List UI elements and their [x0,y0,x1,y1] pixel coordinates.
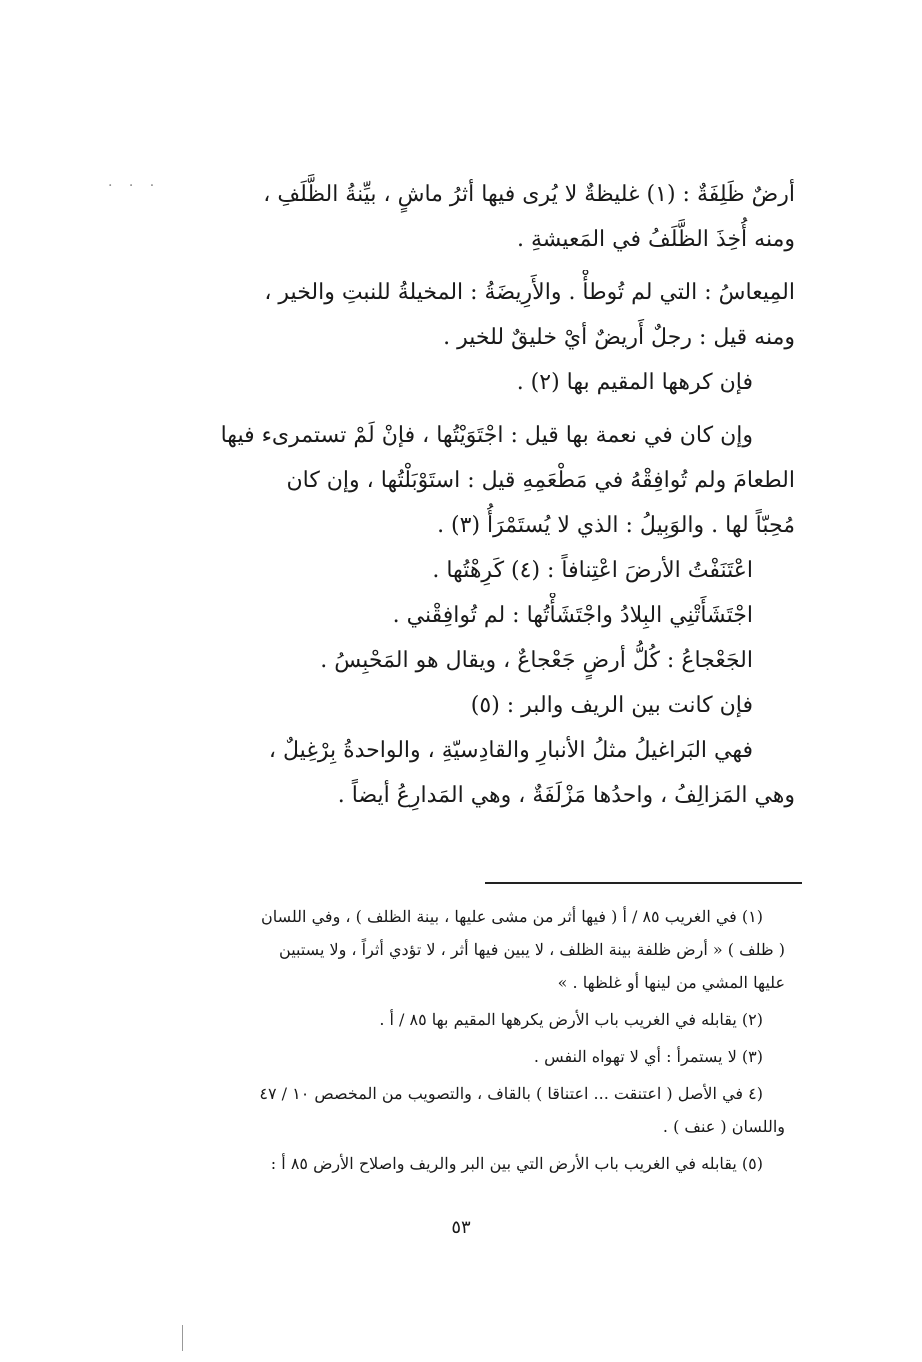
text-line: وإن كان في نعمة بها قيل : اجْتَوَيْتُها ، فإنْ لَمْ تستمرىء فيها [220,423,753,448]
footnote-line: ( ظلف ) « أرض ظلفة بينة الظلف ، لا يبين فيها أثر ، لا تؤدي أثراً ، ولا يستبين [279,940,785,959]
text-line: ومنه قيل : رجلٌ أَريضٌ أيْ خليقٌ للخير . [443,325,795,350]
footnote-line: (٥) يقابله في الغريب باب الأرض التي بين البر والريف واصلاح الأرض ٨٥ أ : [270,1154,763,1173]
text-line: مُحِبّاً لها . والوَبِيلُ : الذي لا يُستَمْرَأُ (٣) . [437,513,795,538]
text-line: اعْتَنَفْتُ الأرضَ اعْتِنافاً : (٤) كَرِهْتُها . [432,558,753,583]
text-line: فإن كرهها المقيم بها (٢) . [516,370,753,395]
text-line: فهي البَراغيلُ مثلُ الأنبارِ والقادِسيّةِ ، والواحدةُ بِرْغِيلٌ ، [268,738,753,763]
footnote-line: (٣) لا يستمرأ : أي لا تهواه النفس . [533,1047,763,1066]
text-line: فإن كانت بين الريف والبر : (٥) [470,693,753,718]
footnote-line: (٤ في الأصل ( اعتنقت ... اعتناقا ) بالقاف ، والتصويب من المخصص ١٠ / ٤٧ [259,1084,763,1103]
scan-mark [182,1325,183,1351]
text-line: ومنه أُخِذَ الظَّلَفُ في المَعيشةِ . [516,227,795,252]
text-line: وهي المَزالِفُ ، واحدُها مَزْلَفَةٌ ، وهي المَدارِعُ أيضاً . [337,783,795,808]
page-number: ٥٣ [451,1217,471,1238]
footnote-line: واللسان ( عنف ) . [662,1117,785,1136]
margin-specks: · · · [108,178,161,194]
text-line: الجَعْجاعُ : كُلُّ أرضٍ جَعْجاعٌ ، ويقال هو المَحْبِسُ . [320,648,753,673]
footnote-line: (١) في الغريب ٨٥ / أ ( فيها أثر من مشى عليها ، بينة الظلف ) ، وفي اللسان [260,907,763,926]
footnote-line: عليها المشي من لينها أو غلظها . » [557,973,785,992]
footnotes-block [180,900,785,1180]
text-line: اجْتَشَأَتْنِي البِلادُ واجْتَشَأْتُها : لم تُوافِقْني . [392,603,753,628]
text-line: الطعامَ ولم تُوافِقْهُ في مَطْعَمِهِ قيل : استَوْبَلْتُها ، وإن كان [286,468,795,493]
main-text-block [180,172,795,818]
footnote-separator [485,882,802,884]
footnote-line: (٢) يقابله في الغريب باب الأرض يكرهها المقيم بها ٨٥ / أ . [379,1010,763,1029]
text-line: المِيعاسُ : التي لم تُوطأْ . والأَرِيضَةُ : المخيلةُ للنبتِ والخير ، [264,280,795,305]
text-line: أرضٌ ظَلِفَةٌ : (١) غليظةٌ لا يُرى فيها أثرُ ماشٍ ، بيِّنةُ الظَّلَفِ ، [263,182,795,207]
